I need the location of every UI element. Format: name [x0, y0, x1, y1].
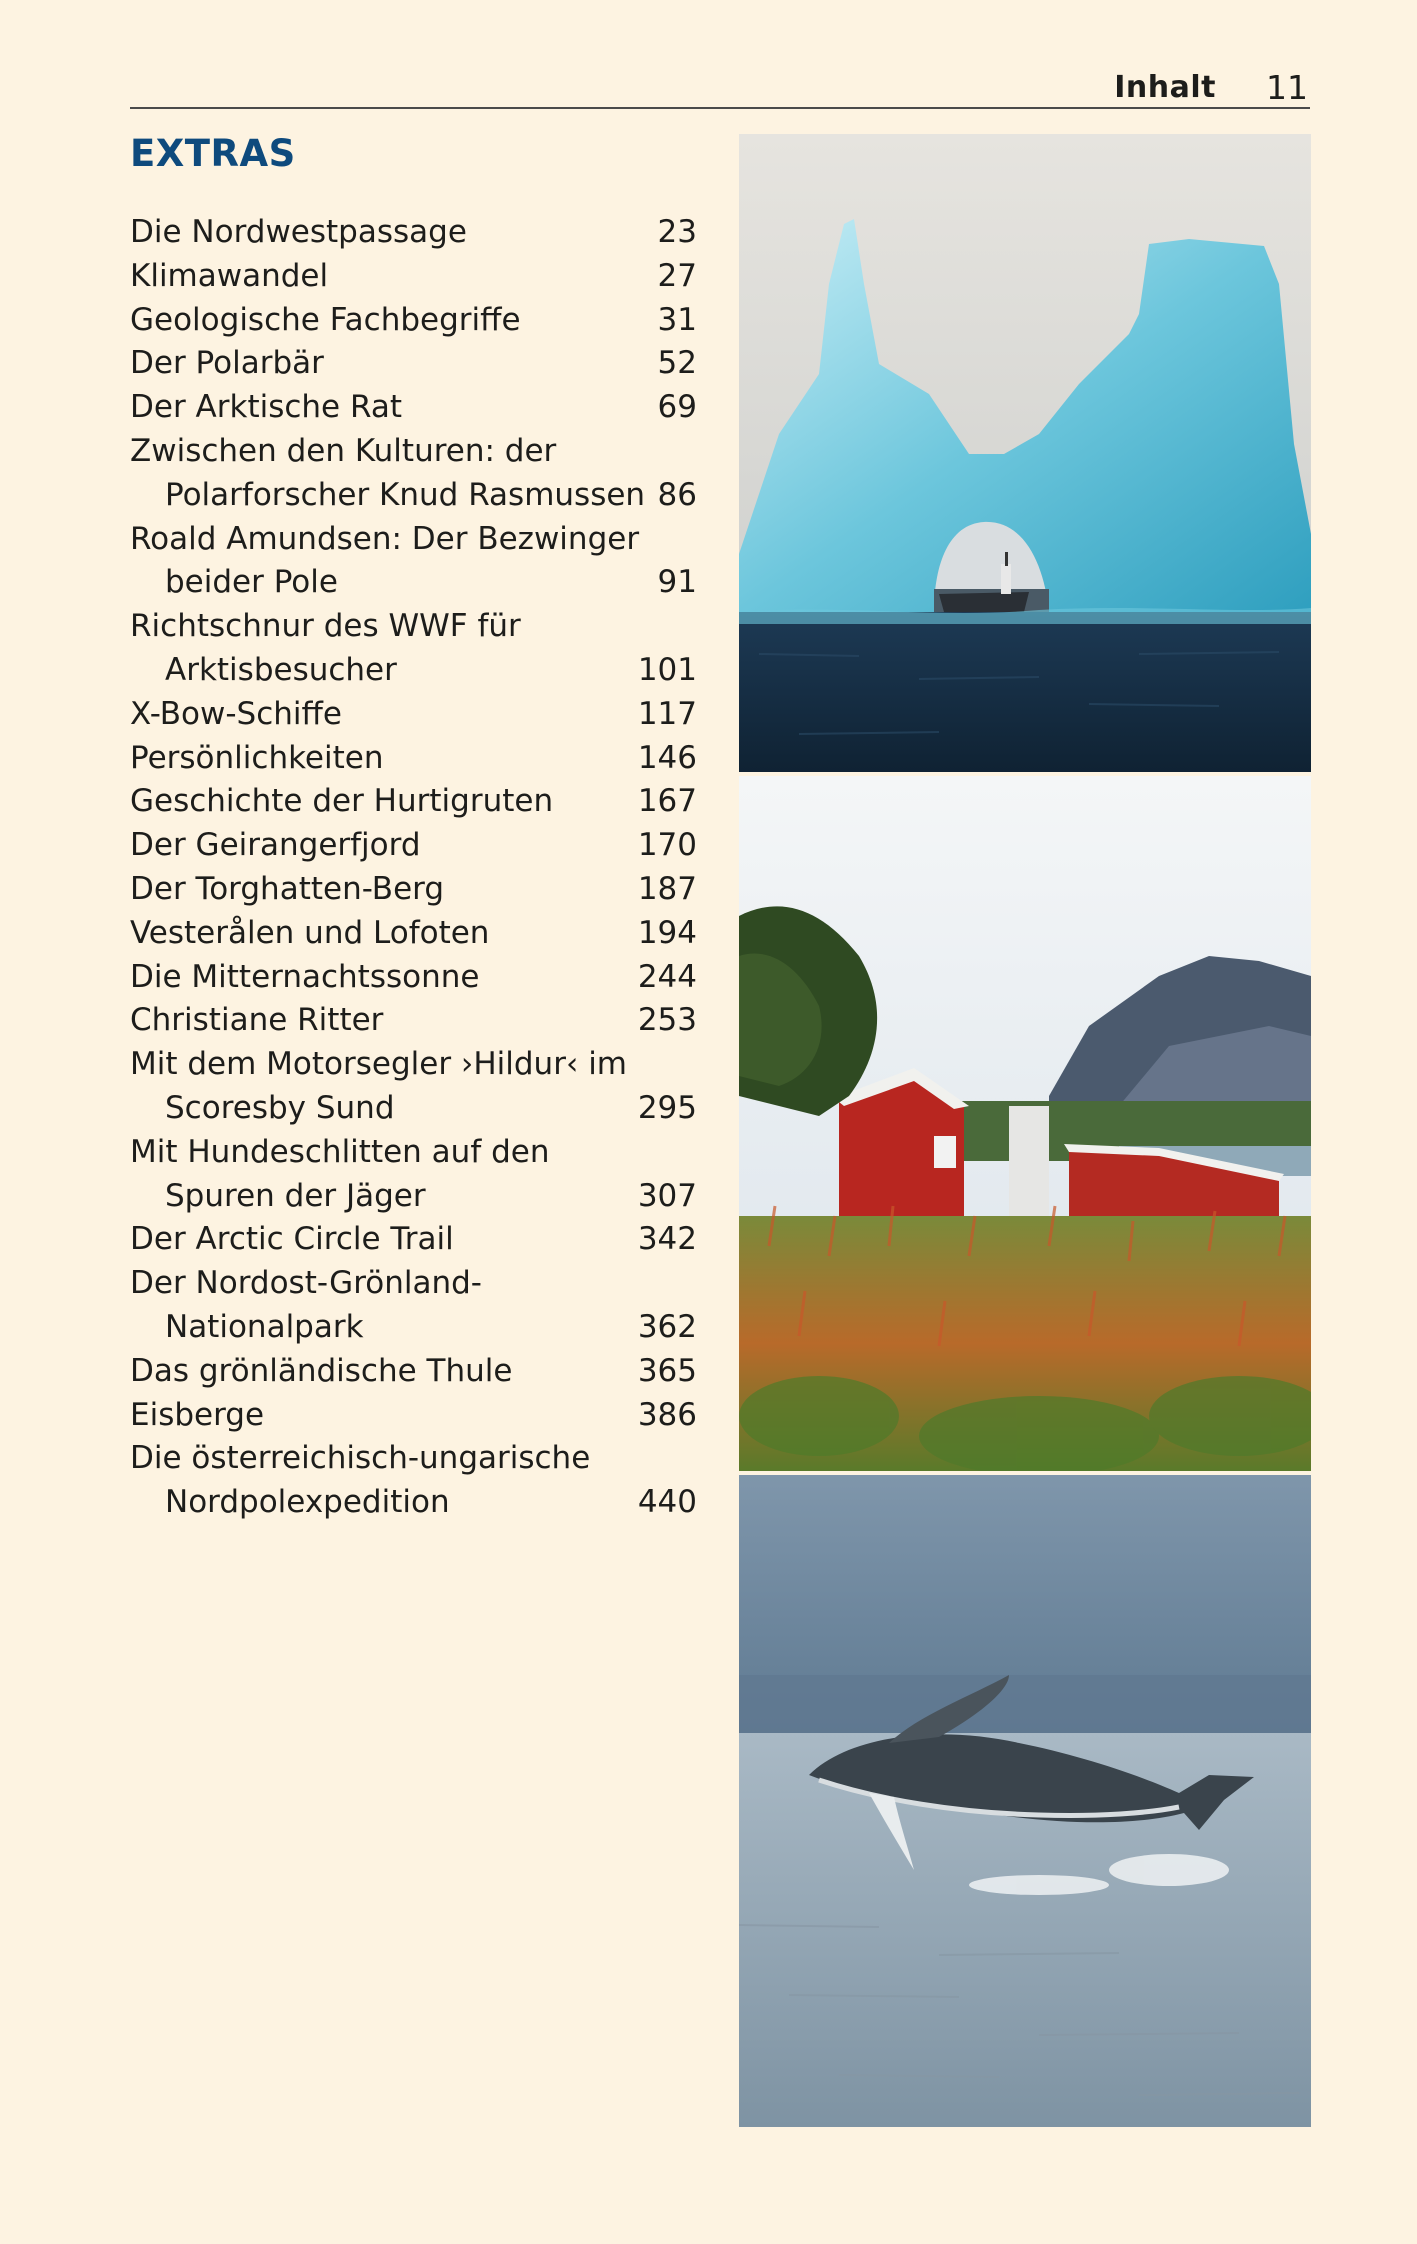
toc-entry-page: 244: [637, 958, 697, 995]
toc-entry: [130, 693, 697, 737]
toc-entry: [130, 1218, 697, 1262]
toc-entry-title: Christiane Ritter: [130, 1002, 384, 1039]
toc-entry-page: 386: [637, 1396, 697, 1433]
toc-entry-title: Nationalpark: [165, 1308, 364, 1345]
toc-entry: [130, 912, 697, 956]
toc-entry-page: 52: [657, 345, 697, 382]
toc-entry-page: 342: [637, 1221, 697, 1258]
toc-entry-page: 23: [657, 214, 697, 250]
toc-entry-title: Der Geirangerfjord: [130, 827, 421, 864]
toc-entry: [130, 255, 697, 299]
toc-entry-title: Scoresby Sund: [165, 1089, 395, 1126]
toc-entry: [130, 999, 697, 1043]
toc-entry: [130, 824, 697, 868]
toc-entry-title: Der Nordost-Grönland-: [130, 1265, 482, 1302]
toc-entry-title: Der Torghatten-Berg: [130, 870, 445, 907]
toc-entry-page: 307: [637, 1177, 697, 1214]
toc-entry-title: Geschichte der Hurtigruten: [130, 783, 554, 820]
toc-entry: [130, 868, 697, 912]
toc-entry-title: Der Arctic Circle Trail: [130, 1221, 454, 1258]
toc-entry: [130, 1131, 697, 1219]
running-title: Inhalt: [1114, 70, 1216, 105]
toc-entry: [130, 737, 697, 781]
toc-entry: [130, 1394, 697, 1438]
toc-entry-title: Vesterålen und Lofoten: [130, 914, 490, 951]
toc-entry-title: Die Mitternachtssonne: [130, 958, 480, 995]
toc-entry: [130, 1043, 697, 1131]
toc-entry: [130, 518, 697, 606]
toc-entry-title: Nordpolexpedition: [165, 1484, 450, 1521]
toc-entry-title: Spuren der Jäger: [165, 1177, 426, 1214]
toc-entry-page: 440: [637, 1484, 697, 1521]
toc-entry-page: 86: [657, 476, 697, 513]
toc-entry: [130, 299, 697, 343]
toc-entry: [130, 386, 697, 430]
toc-entry: [130, 430, 697, 518]
toc-entry-page: 167: [637, 783, 697, 820]
toc-entry-page: 187: [637, 870, 697, 907]
toc-entry-title: Arktisbesucher: [165, 651, 397, 688]
toc-entry-title: Zwischen den Kulturen: der: [130, 432, 557, 469]
toc-entry-title: Eisberge: [130, 1396, 265, 1433]
toc-entry-title: Der Arktische Rat: [130, 389, 402, 426]
toc-entry-page: 69: [657, 389, 697, 426]
toc-entry-page: 362: [637, 1308, 697, 1345]
toc-entry-title: Geologische Fachbegriffe: [130, 301, 521, 338]
page-number: 11: [1266, 68, 1308, 107]
toc-entry-page: 146: [637, 739, 697, 776]
toc-entry-title: Die österreichisch-ungarische: [130, 1440, 591, 1477]
toc-entry-page: 295: [637, 1089, 697, 1126]
toc-entry: [130, 342, 697, 386]
section-title: EXTRAS: [130, 132, 296, 175]
toc-entry: [130, 211, 697, 255]
toc-entry: [130, 1437, 697, 1525]
toc-entry-title: Das grönländische Thule: [130, 1352, 513, 1389]
toc-entry-title: Klimawandel: [130, 257, 329, 294]
toc-entry-page: 117: [637, 695, 697, 732]
toc-entry-page: 253: [637, 1002, 697, 1039]
toc-entry: [130, 605, 697, 693]
toc-entry-title: Richtschnur des WWF für: [130, 608, 521, 645]
toc-entry-title: Polarforscher Knud Rasmussen: [165, 476, 646, 513]
toc-list: [130, 211, 697, 1525]
toc-entry: [130, 780, 697, 824]
toc-entry-title: X-Bow-Schiffe: [130, 695, 342, 732]
toc-entry-page: 27: [657, 257, 697, 294]
running-head: [130, 66, 1310, 108]
toc-entry-title: Die Nordwestpassage: [130, 214, 467, 250]
toc-entry-page: 170: [637, 827, 697, 864]
toc-entry-page: 194: [637, 914, 697, 951]
toc-entry-title: Persönlichkeiten: [130, 739, 384, 776]
header-rule: [130, 107, 1310, 109]
toc-entry-page: 31: [657, 301, 697, 338]
iceberg-photo: [739, 134, 1311, 772]
toc-entry-title: Roald Amundsen: Der Bezwinger: [130, 520, 640, 557]
toc-entry: [130, 1262, 697, 1350]
toc-entry: [130, 956, 697, 1000]
toc-entry: [130, 1350, 697, 1394]
toc-entry-title: Mit Hundeschlitten auf den: [130, 1133, 550, 1170]
toc-entry-title: beider Pole: [165, 564, 338, 601]
toc-entry-page: 101: [637, 651, 697, 688]
toc-entry-title: Mit dem Motorsegler ›Hildur‹ im: [130, 1046, 627, 1083]
toc-entry-title: Der Polarbär: [130, 345, 324, 382]
toc-entry-page: 91: [657, 564, 697, 601]
red-houses-photo: [739, 776, 1311, 1471]
whale-photo: [739, 1475, 1311, 2127]
toc-entry-page: 365: [637, 1352, 697, 1389]
